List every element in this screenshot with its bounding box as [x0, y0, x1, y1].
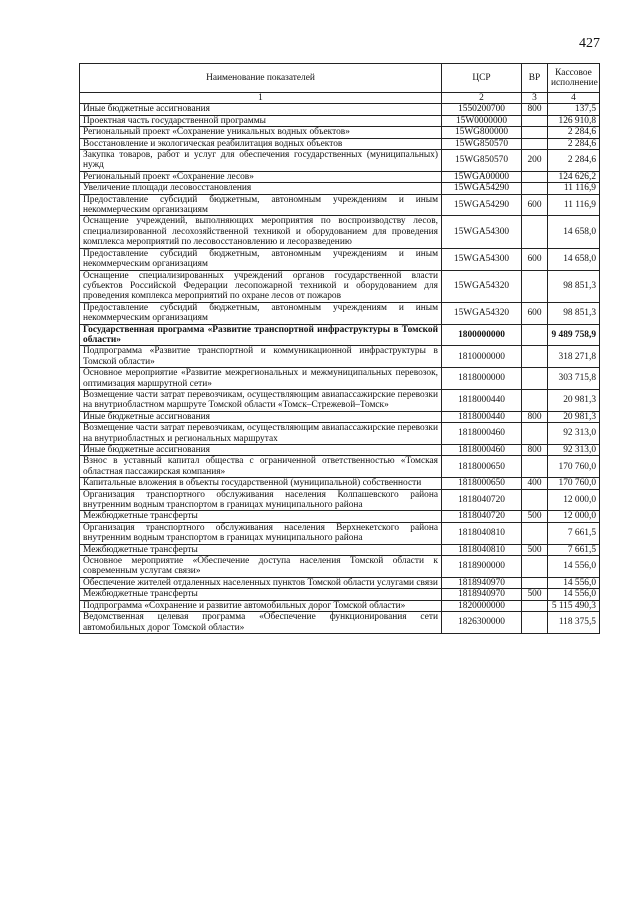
csr-cell: 15WGA54290	[442, 194, 522, 216]
name-cell: Ведомственная целевая программа «Обеспечение функционирования сети автомобильных дорог Томской области»	[80, 612, 442, 634]
table-row	[80, 368, 600, 390]
table-row	[80, 127, 600, 138]
amount-cell: 98 851,3	[548, 302, 600, 324]
amount-cell: 170 760,0	[548, 456, 600, 478]
amount-cell: 20 981,3	[548, 411, 600, 422]
csr-cell: 15WG850570	[442, 150, 522, 172]
csr-cell: 1818000650	[442, 456, 522, 478]
name-cell: Межбюджетные трансферты	[80, 544, 442, 555]
amount-cell: 137,5	[548, 104, 600, 115]
csr-cell: 1810000000	[442, 346, 522, 368]
vr-cell	[522, 127, 548, 138]
name-cell: Государственная программа «Развитие транспортной инфраструктуры в Томской области»	[80, 324, 442, 346]
amount-cell: 7 661,5	[548, 544, 600, 555]
table-row	[80, 456, 600, 478]
table-row	[80, 104, 600, 115]
table-row	[80, 511, 600, 522]
name-cell: Региональный проект «Сохранение уникальных водных объектов»	[80, 127, 442, 138]
name-cell: Возмещение части затрат перевозчикам, осуществляющим авиапассажирские перевозки на внутриобластных и региональных маршрутах	[80, 423, 442, 445]
table-body	[80, 104, 600, 634]
table-row	[80, 556, 600, 578]
header-amount: Кассовое исполнение	[548, 64, 600, 93]
amount-cell: 92 313,0	[548, 445, 600, 456]
csr-cell: 15WGA54300	[442, 248, 522, 270]
amount-cell: 14 658,0	[548, 216, 600, 248]
amount-cell: 14 556,0	[548, 589, 600, 600]
table-row	[80, 389, 600, 411]
vr-cell	[522, 556, 548, 578]
table-row	[80, 478, 600, 489]
vr-cell	[522, 522, 548, 544]
vr-cell	[522, 600, 548, 611]
name-cell: Предоставление субсидий бюджетным, автономным учреждениям и иным некоммерческим организациям	[80, 194, 442, 216]
vr-cell: 800	[522, 104, 548, 115]
vr-cell: 500	[522, 511, 548, 522]
header-vr: ВР	[522, 64, 548, 93]
page-number: 427	[579, 36, 600, 51]
table-row	[80, 270, 600, 302]
csr-cell: 1818000460	[442, 445, 522, 456]
csr-cell: 1818040720	[442, 489, 522, 511]
table-row	[80, 522, 600, 544]
csr-cell: 1550200700	[442, 104, 522, 115]
vr-cell	[522, 138, 548, 149]
vr-cell	[522, 115, 548, 126]
amount-cell: 9 489 758,9	[548, 324, 600, 346]
csr-cell: 1818900000	[442, 556, 522, 578]
vr-cell	[522, 171, 548, 182]
amount-cell: 11 116,9	[548, 194, 600, 216]
csr-cell: 15W0000000	[442, 115, 522, 126]
csr-cell: 15WG800000	[442, 127, 522, 138]
csr-cell: 15WGA54320	[442, 302, 522, 324]
vr-cell: 800	[522, 411, 548, 422]
name-cell: Иные бюджетные ассигнования	[80, 104, 442, 115]
csr-cell: 15WGA00000	[442, 171, 522, 182]
csr-cell: 1818000460	[442, 423, 522, 445]
vr-cell	[522, 489, 548, 511]
csr-cell: 1818040810	[442, 544, 522, 555]
csr-cell: 1818000000	[442, 368, 522, 390]
amount-cell: 12 000,0	[548, 489, 600, 511]
vr-cell: 400	[522, 478, 548, 489]
table-row	[80, 248, 600, 270]
amount-cell: 318 271,8	[548, 346, 600, 368]
column-number: 1	[80, 93, 442, 104]
name-cell: Увеличение площади лесовосстановления	[80, 183, 442, 194]
table-row	[80, 612, 600, 634]
name-cell: Предоставление субсидий бюджетным, автономным учреждениям и иным некоммерческим организациям	[80, 302, 442, 324]
name-cell: Организация транспортного обслуживания населения Колпашевского района внутренним водным транспортом в границах муниципального района	[80, 489, 442, 511]
name-cell: Основное мероприятие «Развитие межрегиональных и межмуниципальных перевозок, оптимизация маршрутной сети»	[80, 368, 442, 390]
vr-cell	[522, 346, 548, 368]
table-row	[80, 302, 600, 324]
csr-cell: 1818940970	[442, 589, 522, 600]
amount-cell: 14 556,0	[548, 556, 600, 578]
vr-cell: 800	[522, 445, 548, 456]
vr-cell	[522, 456, 548, 478]
table-header	[80, 64, 600, 104]
name-cell: Оснащение специализированных учреждений органов государственной власти субъектов Российской Федерации лесопожарной техникой и оборудованием для проведения комплекса мероприятий по охране лесов от пожаров	[80, 270, 442, 302]
table-row	[80, 411, 600, 422]
table-row	[80, 544, 600, 555]
csr-cell: 1818040720	[442, 511, 522, 522]
table-row	[80, 115, 600, 126]
name-cell: Иные бюджетные ассигнования	[80, 411, 442, 422]
table-row	[80, 577, 600, 588]
table-row	[80, 216, 600, 248]
vr-cell	[522, 577, 548, 588]
table-row	[80, 423, 600, 445]
vr-cell: 600	[522, 194, 548, 216]
csr-cell: 1818940970	[442, 577, 522, 588]
amount-cell: 2 284,6	[548, 150, 600, 172]
name-cell: Иные бюджетные ассигнования	[80, 445, 442, 456]
amount-cell: 303 715,8	[548, 368, 600, 390]
vr-cell	[522, 324, 548, 346]
amount-cell: 11 116,9	[548, 183, 600, 194]
table-row	[80, 489, 600, 511]
name-cell: Подпрограмма «Развитие транспортной и коммуникационной инфраструктуры в Томской области»	[80, 346, 442, 368]
table-row	[80, 445, 600, 456]
name-cell: Оснащение учреждений, выполняющих мероприятия по воспроизводству лесов, специализированной лесохозяйственной техникой и оборудованием для проведения комплекса мероприятий по лесовосстановлению и лесоразведению	[80, 216, 442, 248]
csr-cell: 1800000000	[442, 324, 522, 346]
vr-cell: 500	[522, 589, 548, 600]
table-row	[80, 346, 600, 368]
name-cell: Межбюджетные трансферты	[80, 511, 442, 522]
csr-cell: 1818040810	[442, 522, 522, 544]
amount-cell: 170 760,0	[548, 478, 600, 489]
vr-cell	[522, 389, 548, 411]
csr-cell: 1818000650	[442, 478, 522, 489]
table-row	[80, 324, 600, 346]
name-cell: Подпрограмма «Сохранение и развитие автомобильных дорог Томской области»	[80, 600, 442, 611]
vr-cell	[522, 216, 548, 248]
budget-table	[79, 63, 600, 634]
vr-cell	[522, 423, 548, 445]
csr-cell: 15WGA54290	[442, 183, 522, 194]
csr-cell: 1820000000	[442, 600, 522, 611]
amount-cell: 14 658,0	[548, 248, 600, 270]
column-number-row	[80, 93, 600, 104]
amount-cell: 20 981,3	[548, 389, 600, 411]
table-row	[80, 150, 600, 172]
vr-cell: 600	[522, 302, 548, 324]
csr-cell: 15WGA54300	[442, 216, 522, 248]
header-row	[80, 64, 600, 93]
csr-cell: 1818000440	[442, 411, 522, 422]
csr-cell: 1818000440	[442, 389, 522, 411]
table-row	[80, 138, 600, 149]
amount-cell: 2 284,6	[548, 138, 600, 149]
amount-cell: 98 851,3	[548, 270, 600, 302]
column-number: 2	[442, 93, 522, 104]
name-cell: Закупка товаров, работ и услуг для обеспечения государственных (муниципальных) нужд	[80, 150, 442, 172]
name-cell: Взнос в уставный капитал общества с ограниченной ответственностью «Томская областная пассажирская компания»	[80, 456, 442, 478]
vr-cell	[522, 368, 548, 390]
vr-cell	[522, 270, 548, 302]
table-row	[80, 600, 600, 611]
vr-cell	[522, 183, 548, 194]
amount-cell: 7 661,5	[548, 522, 600, 544]
amount-cell: 14 556,0	[548, 577, 600, 588]
column-number: 3	[522, 93, 548, 104]
header-csr: ЦСР	[442, 64, 522, 93]
name-cell: Капитальные вложения в объекты государственной (муниципальной) собственности	[80, 478, 442, 489]
vr-cell: 200	[522, 150, 548, 172]
csr-cell: 1826300000	[442, 612, 522, 634]
amount-cell: 12 000,0	[548, 511, 600, 522]
amount-cell: 118 375,5	[548, 612, 600, 634]
name-cell: Обеспечение жителей отдаленных населенных пунктов Томской области услугами связи	[80, 577, 442, 588]
name-cell: Межбюджетные трансферты	[80, 589, 442, 600]
amount-cell: 2 284,6	[548, 127, 600, 138]
name-cell: Региональный проект «Сохранение лесов»	[80, 171, 442, 182]
table-row	[80, 171, 600, 182]
vr-cell: 600	[522, 248, 548, 270]
amount-cell: 124 626,2	[548, 171, 600, 182]
table-row	[80, 589, 600, 600]
name-cell: Основное мероприятие «Обеспечение доступа населения Томской области к современным услугам связи»	[80, 556, 442, 578]
table-row	[80, 183, 600, 194]
name-cell: Возмещение части затрат перевозчикам, осуществляющим авиапассажирские перевозки на внутриобластном маршруте Томской области «Томск–Стрежевой–Томск»	[80, 389, 442, 411]
name-cell: Восстановление и экологическая реабилитация водных объектов	[80, 138, 442, 149]
amount-cell: 92 313,0	[548, 423, 600, 445]
table-row	[80, 194, 600, 216]
name-cell: Проектная часть государственной программы	[80, 115, 442, 126]
name-cell: Предоставление субсидий бюджетным, автономным учреждениям и иным некоммерческим организациям	[80, 248, 442, 270]
csr-cell: 15WGA54320	[442, 270, 522, 302]
vr-cell: 500	[522, 544, 548, 555]
csr-cell: 15WG850570	[442, 138, 522, 149]
name-cell: Организация транспортного обслуживания населения Верхнекетского района внутренним водным транспортом в границах муниципального района	[80, 522, 442, 544]
vr-cell	[522, 612, 548, 634]
header-name: Наименование показателей	[80, 64, 442, 93]
column-number: 4	[548, 93, 600, 104]
amount-cell: 5 115 490,3	[548, 600, 600, 611]
amount-cell: 126 910,8	[548, 115, 600, 126]
